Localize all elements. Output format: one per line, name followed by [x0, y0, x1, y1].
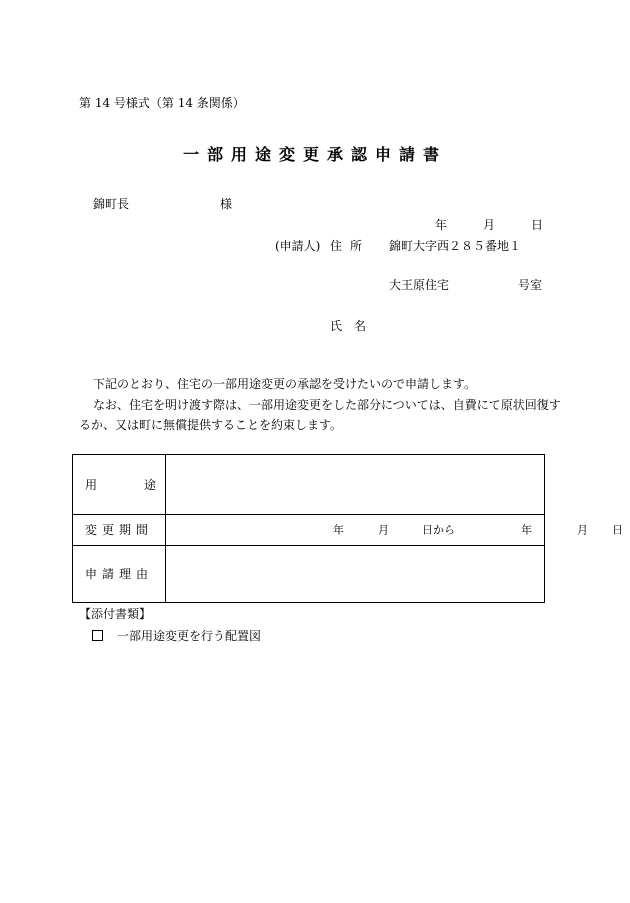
- addressee-honorific: 様: [220, 197, 233, 211]
- period-from-month: 月: [378, 523, 389, 537]
- housing-name: 大王原住宅: [389, 278, 450, 292]
- period-label-cell: [73, 515, 166, 545]
- date-day-label: 日: [531, 218, 544, 232]
- form-number: 第 14 号様式（第 14 条関係）: [79, 96, 245, 110]
- application-details-table: [72, 454, 623, 603]
- body-paragraph-1: 下記のとおり、住宅の一部用途変更の承認を受けたいので申請します。: [93, 377, 477, 391]
- period-value-field[interactable]: [166, 515, 623, 545]
- period-to-year: 年: [521, 523, 532, 537]
- body-paragraph-2-line-1: なお、住宅を明け渡す際は、一部用途変更をした部分については、自費にて原状回復す: [93, 398, 561, 412]
- attachment-item-label: 一部用途変更を行う配置図: [117, 629, 262, 643]
- reason-value-field[interactable]: [166, 546, 544, 602]
- date-month-label: 月: [483, 218, 496, 232]
- addressee-name: 錦町長: [93, 197, 130, 211]
- period-from-day: 日から: [422, 523, 455, 537]
- body-paragraph-2-line-2: るか、又は町に無償提供することを約束します。: [79, 418, 343, 432]
- attachment-item: [92, 630, 261, 642]
- use-label-char-1: 用: [85, 477, 98, 492]
- use-label-cell: [73, 455, 166, 514]
- table-row-reason: [73, 546, 544, 602]
- table-row-use: [73, 455, 544, 515]
- period-to-day: 日: [612, 523, 623, 537]
- document-title: 一部用途変更承認申請書: [182, 145, 447, 164]
- attachments-heading: 【添付書類】: [79, 607, 152, 621]
- address-label: 住所: [330, 239, 371, 253]
- table-row-period: [73, 515, 623, 546]
- address-value: 錦町大字西２８５番地１: [389, 239, 522, 253]
- period-from-year: 年: [333, 523, 344, 537]
- reason-label: 申請理由: [85, 567, 154, 581]
- period-to-month: 月: [577, 523, 588, 537]
- checkbox-icon[interactable]: [92, 630, 103, 641]
- name-label: 氏名: [330, 319, 379, 333]
- use-value-field[interactable]: [166, 455, 544, 514]
- reason-label-cell: [73, 546, 166, 602]
- room-suffix: 号室: [518, 278, 543, 292]
- date-year-label: 年: [435, 218, 448, 232]
- period-label: 変更期間: [85, 523, 154, 537]
- use-label-char-2: 途: [144, 477, 157, 492]
- applicant-label: (申請人): [275, 239, 321, 253]
